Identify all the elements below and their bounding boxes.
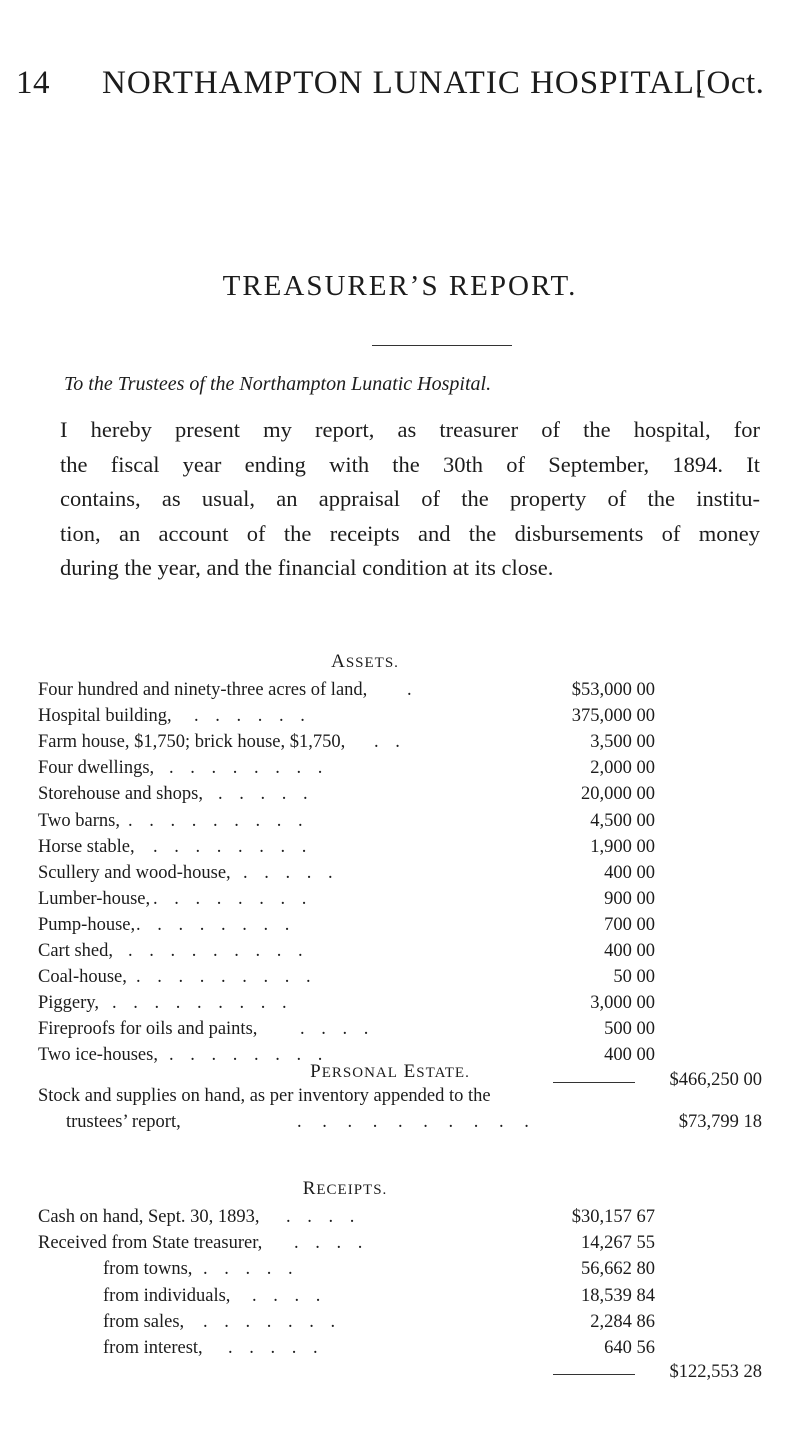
leader-dots: . . . . (286, 1207, 361, 1227)
asset-row (0, 811, 800, 837)
receipt-row (0, 1338, 800, 1364)
receipt-label: Received from State treasurer, (38, 1233, 263, 1254)
receipts-total-row (0, 1362, 800, 1388)
asset-row (0, 915, 800, 941)
intro-line: during the year, and the financial condition at its close. (60, 555, 554, 580)
running-title: NORTHAMPTON LUNATIC HOSPITAL. (102, 65, 705, 101)
asset-label: Farm house, $1,750; brick house, $1,750, (38, 732, 346, 753)
personal-estate-heading: PERSONAL ESTATE. (310, 1061, 470, 1082)
receipt-amount: $30,157 67 (571, 1207, 655, 1227)
title-rule (372, 345, 512, 346)
receipt-label: from individuals, (103, 1285, 231, 1306)
asset-label: Fireproofs for oils and paints, (38, 1019, 258, 1040)
leader-dots: . . . . . . . . . . (297, 1112, 537, 1132)
page-number: 14 (16, 65, 50, 101)
asset-label: Two barns, (38, 810, 120, 831)
report-title: TREASURER’S REPORT. (222, 270, 578, 302)
receipt-row (0, 1207, 800, 1233)
receipts-heading: RECEIPTS. (302, 1178, 388, 1199)
salutation: To the Trustees of the Northampton Lunatic Hospital. (64, 373, 492, 395)
leader-dots: . . . . (252, 1285, 327, 1306)
asset-amount: 2,000 00 (590, 758, 655, 779)
receipts-total: $122,553 28 (669, 1362, 762, 1383)
leader-dots: . . . . . (203, 1259, 299, 1280)
receipt-amount: 640 56 (604, 1338, 655, 1358)
asset-label: Four dwellings, (38, 758, 155, 779)
asset-amount: 3,000 00 (590, 993, 655, 1014)
intro-line: tion, an account of the receipts and the disbursements of money (60, 520, 760, 546)
asset-label: Piggery, (38, 993, 99, 1014)
asset-amount: 400 00 (604, 941, 655, 961)
asset-label: Two ice-houses, (38, 1045, 158, 1066)
receipt-row (0, 1312, 800, 1338)
receipt-row (0, 1259, 800, 1285)
asset-label: Storehouse and shops, (38, 784, 203, 805)
asset-row (0, 941, 800, 967)
asset-row (0, 993, 800, 1019)
asset-amount: 400 00 (604, 1045, 655, 1066)
asset-amount: $53,000 00 (571, 680, 655, 700)
asset-label: Scullery and wood-house, (38, 862, 231, 883)
receipt-amount: 14,267 55 (581, 1233, 655, 1254)
intro-paragraph (60, 413, 760, 586)
intro-line: I hereby present my report, as treasurer of the hospital, for (60, 417, 760, 442)
leader-dots: . . . . . . . . (153, 836, 313, 857)
asset-amount: 1,900 00 (590, 836, 655, 857)
leader-dots: . . . . . . . . . (128, 941, 309, 961)
leader-dots: . . . . (294, 1233, 369, 1254)
asset-label: Lumber-house, (38, 888, 151, 909)
asset-label: Hospital building, (38, 706, 172, 727)
leader-dots: . . . . . (218, 784, 314, 805)
asset-row (0, 889, 800, 915)
asset-row (0, 732, 800, 758)
asset-amount: 4,500 00 (590, 810, 655, 831)
receipt-row (0, 1233, 800, 1259)
leader-dots: . . . . . . . . . (112, 993, 293, 1014)
asset-label: Horse stable, (38, 836, 135, 857)
asset-label: Four hundred and ninety-three acres of land, (38, 680, 368, 700)
leader-dots: . . . . . . (194, 706, 311, 727)
leader-dots: . . . . (300, 1019, 375, 1040)
leader-dots: . . . . . . . . . (128, 810, 309, 831)
asset-row (0, 784, 800, 810)
leader-dots: . . . . . . . . (169, 758, 329, 779)
receipt-amount: 2,284 86 (590, 1311, 655, 1332)
receipt-label: Cash on hand, Sept. 30, 1893, (38, 1207, 260, 1227)
asset-label: Pump-house, (38, 914, 136, 935)
asset-amount: 700 00 (604, 914, 655, 935)
personal-estate-line: Stock and supplies on hand, as per inventory appended to the (38, 1086, 491, 1106)
asset-row (0, 706, 800, 732)
asset-amount: 375,000 00 (571, 706, 655, 727)
receipt-amount: 18,539 84 (581, 1285, 655, 1306)
leader-dots: . . (374, 732, 406, 753)
leader-dots: . . . . . (228, 1338, 324, 1358)
leader-dots: . . . . . . . . . (136, 967, 317, 988)
asset-amount: 3,500 00 (590, 732, 655, 753)
asset-label: Coal-house, (38, 967, 127, 988)
running-month: [Oct. (695, 65, 765, 101)
receipt-label: from interest, (103, 1338, 203, 1358)
asset-row (0, 1019, 800, 1045)
personal-estate-label: trustees’ report, (66, 1112, 181, 1132)
receipt-label: from sales, (103, 1311, 185, 1332)
leader-dots: . . . . . . . (203, 1311, 342, 1332)
leader-dots: . . . . . . . . (136, 914, 296, 935)
receipt-label: from towns, (103, 1259, 193, 1280)
asset-amount: 50 00 (613, 967, 655, 988)
intro-line: the fiscal year ending with the 30th of September, 1894. It (60, 451, 760, 477)
receipt-row (0, 1286, 800, 1312)
asset-amount: 500 00 (604, 1019, 655, 1040)
asset-row (0, 680, 800, 706)
leader-dots: . . . . . . . . (169, 1045, 329, 1066)
asset-amount: 20,000 00 (581, 784, 655, 805)
leader-dots: . (407, 680, 418, 700)
asset-row (0, 863, 800, 889)
leader-dots: . . . . . . . . (153, 888, 313, 909)
intro-line: contains, as usual, an appraisal of the property of the institu- (60, 486, 760, 511)
receipt-amount: 56,662 80 (581, 1259, 655, 1280)
asset-row (0, 837, 800, 863)
assets-heading: ASSETS. (331, 651, 399, 672)
asset-label: Cart shed, (38, 941, 114, 961)
personal-estate-total: $73,799 18 (678, 1112, 762, 1132)
asset-row (0, 967, 800, 993)
asset-amount: 400 00 (604, 862, 655, 883)
personal-estate-row (0, 1112, 800, 1138)
leader-dots: . . . . . (243, 862, 339, 883)
asset-amount: 900 00 (604, 888, 655, 909)
asset-row (0, 758, 800, 784)
assets-total: $466,250 00 (669, 1069, 762, 1090)
